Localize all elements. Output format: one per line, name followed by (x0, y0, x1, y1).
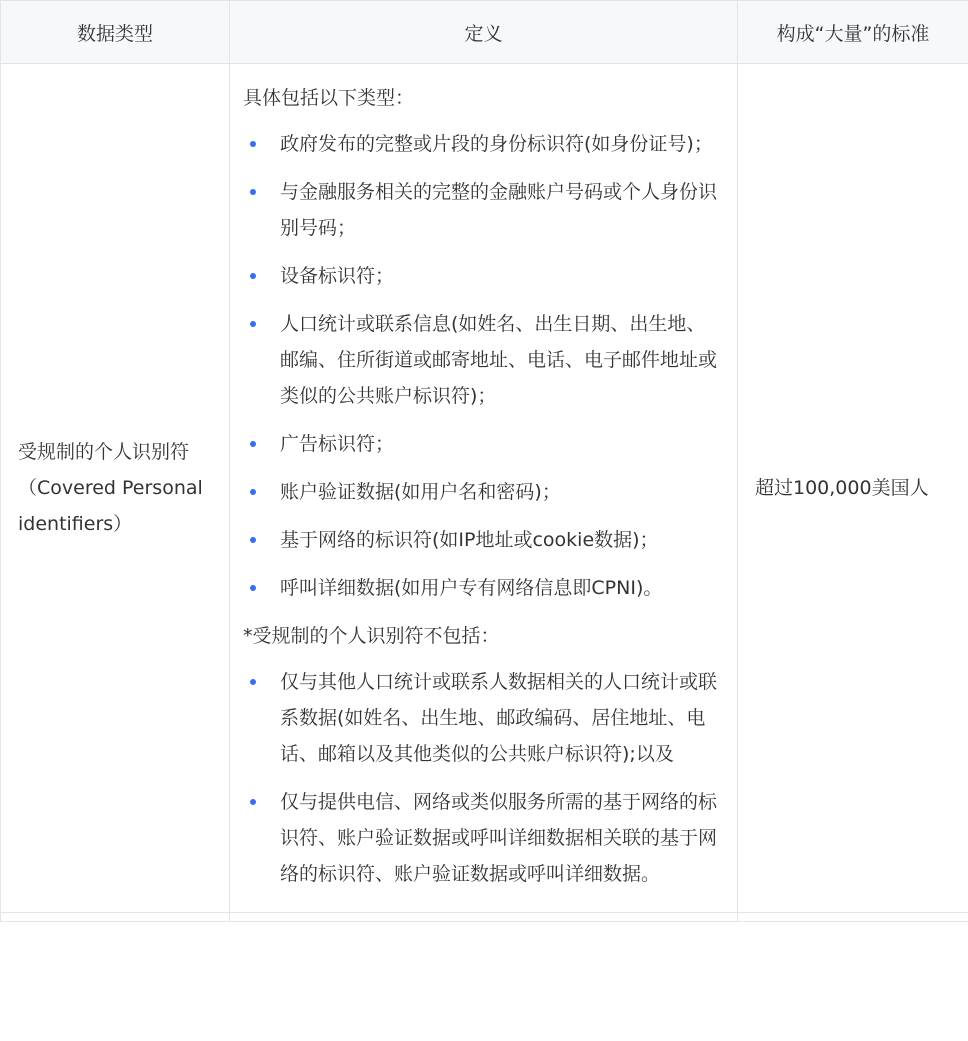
bullet-dot-icon (250, 679, 256, 685)
bullet-dot-icon (250, 799, 256, 805)
list-item (243, 306, 719, 414)
cell-empty (1, 913, 230, 922)
cell-definition (230, 64, 738, 913)
bullet-dot-icon (250, 141, 256, 147)
header-data-type: 数据类型 (1, 1, 230, 64)
list-item (243, 664, 719, 772)
exclusion-intro: *受规制的个人识别符不包括： (243, 625, 500, 647)
list-item-text: 设备标识符； (280, 265, 395, 287)
list-item-text: 与金融服务相关的完整的金融账户号码或个人身份识别号码； (280, 181, 718, 239)
list-item-text: 账户验证数据(如用户名和密码)； (280, 481, 561, 503)
list-item-text: 仅与提供电信、网络或类似服务所需的基于网络的标识符、账户验证数据或呼叫详细数据相关联的基于网络的标识符、账户验证数据或呼叫详细数据。 (280, 791, 718, 885)
included-types-list (243, 126, 719, 606)
table-row (1, 64, 968, 913)
list-item-text: 广告标识符； (280, 433, 395, 455)
list-item (243, 570, 719, 606)
cell-bulk-threshold: 超过100,000美国人 (738, 64, 968, 913)
list-item-text: 基于网络的标识符(如IP地址或cookie数据)； (280, 529, 659, 551)
list-item-text: 人口统计或联系信息(如姓名、出生日期、出生地、邮编、住所街道或邮寄地址、电话、电子邮件地址或类似的公共账户标识符)； (280, 313, 718, 407)
excluded-types-list (243, 664, 719, 892)
header-bulk-threshold: 构成“大量”的标准 (738, 1, 968, 64)
list-item-text: 仅与其他人口统计或联系人数据相关的人口统计或联系数据(如姓名、出生地、邮政编码、居住地址、电话、邮箱以及其他类似的公共账户标识符);以及 (280, 671, 718, 765)
list-item (243, 784, 719, 892)
bullet-dot-icon (250, 273, 256, 279)
list-item-text: 政府发布的完整或片段的身份标识符(如身份证号)； (280, 133, 713, 155)
list-item (243, 426, 719, 462)
bullet-dot-icon (250, 189, 256, 195)
table-row-partial (1, 913, 968, 922)
bullet-dot-icon (250, 441, 256, 447)
cell-empty (230, 913, 738, 922)
list-item (243, 126, 719, 162)
list-item (243, 258, 719, 294)
bullet-dot-icon (250, 537, 256, 543)
bullet-dot-icon (250, 585, 256, 591)
header-definition: 定义 (230, 1, 738, 64)
bullet-dot-icon (250, 489, 256, 495)
cell-empty (738, 913, 968, 922)
list-item-text: 呼叫详细数据(如用户专有网络信息即CPNI)。 (280, 577, 663, 599)
list-item (243, 474, 719, 510)
bullet-dot-icon (250, 321, 256, 327)
definition-intro: 具体包括以下类型： (243, 87, 415, 109)
list-item (243, 522, 719, 558)
cell-data-type: 受规制的个人识别符（Covered Personal identifiers） (1, 64, 230, 913)
table-header-row (1, 1, 968, 64)
list-item (243, 174, 719, 246)
